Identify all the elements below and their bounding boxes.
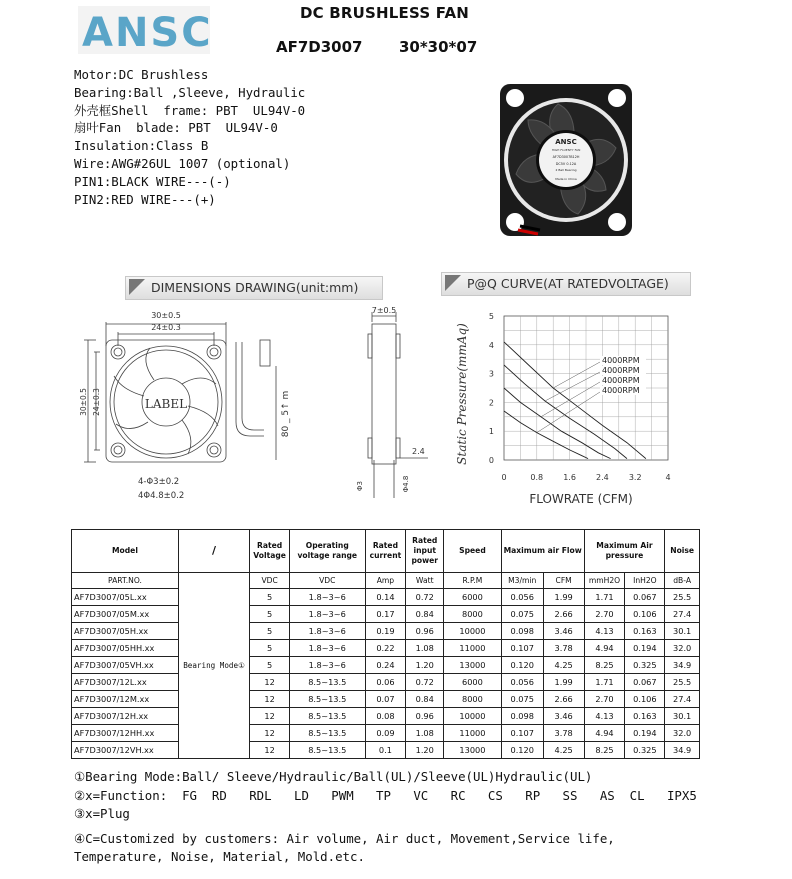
part-number-cell: AF7D3007/12M.xx xyxy=(72,691,179,708)
part-number-cell: AF7D3007/05HH.xx xyxy=(72,640,179,657)
table-cell: 32.0 xyxy=(665,725,700,742)
pq-y-tick-label: 1 xyxy=(488,427,494,437)
table-cell: 1.08 xyxy=(406,640,444,657)
table-cell: 1.20 xyxy=(406,742,444,759)
table-cell: 0.09 xyxy=(365,725,406,742)
table-cell: 0.22 xyxy=(365,640,406,657)
table-cell: 0.120 xyxy=(501,657,543,674)
table-cell: 3.46 xyxy=(543,623,584,640)
bearing-mode-cell: Bearing Mode① xyxy=(178,573,249,759)
spec-list xyxy=(74,66,305,208)
table-cell: 12 xyxy=(250,708,290,725)
dim-side-hole-small: Φ3 xyxy=(356,481,364,491)
note-bearing-mode: ①Bearing Mode:Ball/ Sleeve/Hydraulic/Ball(UL)/Sleeve(UL)Hydraulic(UL) xyxy=(74,769,593,784)
fan-label-origin: Made in China xyxy=(555,177,577,181)
table-row xyxy=(72,640,700,657)
spec-pin2: PIN2:RED WIRE---(+) xyxy=(74,191,216,207)
unit-cell: CFM xyxy=(543,573,584,589)
table-cell: 0.075 xyxy=(501,606,543,623)
table-unit-row xyxy=(72,573,700,589)
fan-size: 30*30*07 xyxy=(398,38,478,56)
table-cell: 3.46 xyxy=(543,708,584,725)
table-cell: 25.5 xyxy=(665,674,700,691)
table-cell: 8000 xyxy=(444,691,502,708)
page-title: DC BRUSHLESS FAN xyxy=(300,4,470,22)
dim-height-inner: 24±0.3 xyxy=(92,388,101,416)
table-row xyxy=(72,742,700,759)
pq-x-tick-label: 1.6 xyxy=(563,473,576,482)
dim-label: LABEL xyxy=(144,397,188,411)
table-cell: 1.20 xyxy=(406,657,444,674)
table-cell: 0.17 xyxy=(365,606,406,623)
part-number-cell: AF7D3007/12HH.xx xyxy=(72,725,179,742)
pq-curve-chart xyxy=(448,302,688,510)
table-header-row xyxy=(72,530,700,573)
table-cell: 5 xyxy=(250,640,290,657)
table-cell: 32.0 xyxy=(665,640,700,657)
pq-y-tick-label: 4 xyxy=(488,340,494,350)
table-cell: 1.99 xyxy=(543,589,584,606)
table-row xyxy=(72,623,700,640)
table-cell: 0.107 xyxy=(501,640,543,657)
table-cell: 0.163 xyxy=(625,623,665,640)
pq-rpm-label: 4000RPM xyxy=(602,376,640,385)
pq-heading xyxy=(441,272,691,296)
table-cell: 13000 xyxy=(444,742,502,759)
header-rated-current: Rated current xyxy=(365,530,406,573)
spec-pin1: PIN1:BLACK WIRE---(-) xyxy=(74,173,231,189)
unit-cell: M3/min xyxy=(501,573,543,589)
table-cell: 0.194 xyxy=(625,640,665,657)
note-customized: ④C=Customized by customers: Air volume, Air duct, Movement,Service life, xyxy=(74,830,615,846)
header-operating-range: Operating voltage range xyxy=(290,530,365,573)
table-row xyxy=(72,589,700,606)
pq-y-tick-label: 5 xyxy=(488,312,494,321)
table-cell: 8.5~13.5 xyxy=(290,708,365,725)
table-cell: 27.4 xyxy=(665,691,700,708)
table-cell: 2.66 xyxy=(543,606,584,623)
table-cell: 2.70 xyxy=(584,691,625,708)
table-cell: 5 xyxy=(250,589,290,606)
table-cell: 0.056 xyxy=(501,674,543,691)
table-cell: 10000 xyxy=(444,708,502,725)
table-cell: 0.325 xyxy=(625,657,665,674)
unit-cell: Watt xyxy=(406,573,444,589)
table-row xyxy=(72,708,700,725)
model-heading xyxy=(276,38,477,56)
table-cell: 0.107 xyxy=(501,725,543,742)
part-number-cell: AF7D3007/05VH.xx xyxy=(72,657,179,674)
table-cell: 1.8~3~6 xyxy=(290,640,365,657)
unit-cell: dB-A xyxy=(665,573,700,589)
table-cell: 11000 xyxy=(444,725,502,742)
pq-y-tick-label: 3 xyxy=(488,369,494,379)
table-cell: 4.25 xyxy=(543,657,584,674)
dim-depth: 7±0.5 xyxy=(371,306,397,315)
pq-x-tick-label: 4 xyxy=(665,473,671,482)
table-cell: 0.96 xyxy=(406,623,444,640)
table-cell: 5 xyxy=(250,657,290,674)
table-cell: 12 xyxy=(250,691,290,708)
part-number-cell: AF7D3007/12VH.xx xyxy=(72,742,179,759)
table-cell: 0.120 xyxy=(501,742,543,759)
table-cell: 0.106 xyxy=(625,691,665,708)
pq-heading-text: P@Q CURVE(AT RATEDVOLTAGE) xyxy=(467,276,669,291)
unit-cell: VDC xyxy=(250,573,290,589)
table-cell: 6000 xyxy=(444,674,502,691)
fan-label-model: AF7D3007B12H xyxy=(552,155,580,159)
dim-height-outer: 30±0.5 xyxy=(79,388,88,416)
table-row xyxy=(72,674,700,691)
header-noise: Noise xyxy=(665,530,700,573)
pq-x-tick-label: 2.4 xyxy=(596,473,609,482)
spec-fan-blade: 扇叶Fan blade: PBT UL94V-0 xyxy=(74,120,278,136)
table-cell: 8.5~13.5 xyxy=(290,742,365,759)
table-cell: 8.25 xyxy=(584,657,625,674)
unit-cell: Amp xyxy=(365,573,406,589)
table-cell: 0.1 xyxy=(365,742,406,759)
pq-x-tick-label: 3.2 xyxy=(628,473,642,482)
dimensions-heading-text: DIMENSIONS DRAWING(unit:mm) xyxy=(151,280,359,295)
table-cell: 0.84 xyxy=(406,606,444,623)
dim-wire-length: 80 _ 5↑ m xyxy=(281,390,291,438)
logo-text: ANSC xyxy=(82,10,210,54)
table-cell: 2.66 xyxy=(543,691,584,708)
table-cell: 4.13 xyxy=(584,708,625,725)
table-cell: 30.1 xyxy=(665,708,700,725)
spec-insulation: Insulation:Class B xyxy=(74,138,209,154)
pq-y-tick-label: 0 xyxy=(488,456,494,465)
table-cell: 4.94 xyxy=(584,640,625,657)
dim-width-outer: 30±0.5 xyxy=(151,311,181,320)
dimensions-heading xyxy=(125,276,383,300)
pq-x-tick-label: 0 xyxy=(501,473,507,482)
spec-bearing: Bearing:Ball ,Sleeve, Hydraulic xyxy=(74,84,306,100)
unit-cell: VDC xyxy=(290,573,365,589)
pq-y-axis-label: Static Pressure(mmAq) xyxy=(455,323,469,465)
table-cell: 0.06 xyxy=(365,674,406,691)
table-row xyxy=(72,691,700,708)
table-cell: 3.78 xyxy=(543,725,584,742)
table-cell: 0.067 xyxy=(625,589,665,606)
header-speed: Speed xyxy=(444,530,502,573)
pq-leader-line xyxy=(537,392,600,433)
table-cell: 0.14 xyxy=(365,589,406,606)
note-plug: ③x=Plug xyxy=(74,806,130,821)
spec-motor: Motor:DC Brushless xyxy=(74,67,209,82)
note-function: ②x=Function: FG RD RDL LD PWM TP VC RC CS RP SS AS CL IPX5 xyxy=(74,787,697,803)
unit-cell: InH2O xyxy=(625,573,665,589)
spec-shell-frame: 外壳框Shell frame: PBT UL94V-0 xyxy=(74,102,306,118)
part-number-cell: AF7D3007/12H.xx xyxy=(72,708,179,725)
dim-hole-large: 4Φ4.8±0.2 xyxy=(138,491,185,501)
dim-side-hole-large: Φ4.8 xyxy=(402,475,410,493)
dim-width-inner: 24±0.3 xyxy=(151,323,181,332)
header-max-airflow: Maximum air Flow xyxy=(501,530,584,573)
table-row xyxy=(72,606,700,623)
table-cell: 34.9 xyxy=(665,742,700,759)
table-cell: 0.84 xyxy=(406,691,444,708)
pq-rpm-label: 4000RPM xyxy=(602,366,640,375)
part-number-cell: AF7D3007/05L.xx xyxy=(72,589,179,606)
unit-cell: R.P.M xyxy=(444,573,502,589)
table-cell: 12 xyxy=(250,674,290,691)
table-cell: 0.24 xyxy=(365,657,406,674)
table-cell: 1.08 xyxy=(406,725,444,742)
table-cell: 1.8~3~6 xyxy=(290,657,365,674)
table-cell: 4.25 xyxy=(543,742,584,759)
fan-label-brand: ANSC xyxy=(555,138,577,146)
table-cell: 1.71 xyxy=(584,674,625,691)
table-cell: 12 xyxy=(250,725,290,742)
table-cell: 5 xyxy=(250,606,290,623)
pq-rpm-label: 4000RPM xyxy=(602,386,640,395)
table-cell: 3.78 xyxy=(543,640,584,657)
table-cell: 1.8~3~6 xyxy=(290,606,365,623)
spec-table xyxy=(71,529,700,759)
table-cell: 0.194 xyxy=(625,725,665,742)
table-cell: 8000 xyxy=(444,606,502,623)
table-cell: 0.056 xyxy=(501,589,543,606)
table-cell: 11000 xyxy=(444,640,502,657)
table-row xyxy=(72,657,700,674)
table-cell: 4.13 xyxy=(584,623,625,640)
footnotes xyxy=(74,768,697,867)
table-row xyxy=(72,725,700,742)
dim-hole-small: 4-Φ3±0.2 xyxy=(138,477,180,487)
pq-series-group xyxy=(504,342,646,459)
part-number-cell: AF7D3007/05M.xx xyxy=(72,606,179,623)
pq-series-line xyxy=(504,411,588,459)
header-rated-input: Rated input power xyxy=(406,530,444,573)
note-customized-cont: Temperature, Noise, Material, Mold.etc. xyxy=(74,849,365,864)
table-cell: 0.72 xyxy=(406,674,444,691)
table-cell: 0.19 xyxy=(365,623,406,640)
table-cell: 0.325 xyxy=(625,742,665,759)
table-cell: 1.8~3~6 xyxy=(290,623,365,640)
ansc-logo-graphic xyxy=(78,6,210,54)
table-cell: 25.5 xyxy=(665,589,700,606)
table-cell: 1.99 xyxy=(543,674,584,691)
table-cell: 27.4 xyxy=(665,606,700,623)
table-cell: 34.9 xyxy=(665,657,700,674)
pq-y-tick-label: 2 xyxy=(488,398,494,408)
brand-logo xyxy=(78,6,210,54)
pq-x-axis-label: FLOWRATE (CFM) xyxy=(529,492,633,506)
pq-rpm-label: 4000RPM xyxy=(602,356,640,365)
table-cell: 0.106 xyxy=(625,606,665,623)
table-cell: 0.098 xyxy=(501,623,543,640)
table-cell: 8.5~13.5 xyxy=(290,674,365,691)
table-cell: 4.94 xyxy=(584,725,625,742)
part-number-cell: AF7D3007/12L.xx xyxy=(72,674,179,691)
table-cell: 13000 xyxy=(444,657,502,674)
fan-label-rating: DC5V 0.12A xyxy=(555,162,577,166)
table-cell: 8.5~13.5 xyxy=(290,725,365,742)
table-cell: 8.5~13.5 xyxy=(290,691,365,708)
table-cell: 0.163 xyxy=(625,708,665,725)
header-slash: / xyxy=(178,530,249,573)
header-max-pressure: Maximum Air pressure xyxy=(584,530,665,573)
table-cell: 0.72 xyxy=(406,589,444,606)
table-cell: 0.098 xyxy=(501,708,543,725)
table-cell: 0.96 xyxy=(406,708,444,725)
table-cell: 1.71 xyxy=(584,589,625,606)
table-cell: 30.1 xyxy=(665,623,700,640)
model-number: AF7D3007 xyxy=(276,38,363,56)
table-cell: 0.08 xyxy=(365,708,406,725)
dim-side-offset: 2.4 xyxy=(412,447,425,456)
fan-photo xyxy=(498,82,634,238)
table-cell: 0.067 xyxy=(625,674,665,691)
table-cell: 5 xyxy=(250,623,290,640)
pq-leader-line xyxy=(541,382,600,417)
pq-x-tick-label: 0.8 xyxy=(530,473,544,482)
fan-label-sub: HIGH FLUENTY FAN xyxy=(551,148,581,152)
table-cell: 0.07 xyxy=(365,691,406,708)
unit-part-no: PART.NO. xyxy=(72,573,179,589)
table-cell: 2.70 xyxy=(584,606,625,623)
unit-cell: mmH2O xyxy=(584,573,625,589)
fan-label-bearing: 2 Ball Bearing xyxy=(555,168,577,172)
header-model: Model xyxy=(72,530,179,573)
part-number-cell: AF7D3007/05H.xx xyxy=(72,623,179,640)
table-cell: 10000 xyxy=(444,623,502,640)
table-cell: 1.8~3~6 xyxy=(290,589,365,606)
header-rated-voltage: Rated Voltage xyxy=(250,530,290,573)
dimensions-drawing xyxy=(78,302,438,512)
table-cell: 12 xyxy=(250,742,290,759)
table-cell: 8.25 xyxy=(584,742,625,759)
table-cell: 0.075 xyxy=(501,691,543,708)
table-cell: 6000 xyxy=(444,589,502,606)
pq-series-line xyxy=(504,388,611,459)
spec-wire: Wire:AWG#26UL 1007 (optional) xyxy=(74,155,291,171)
